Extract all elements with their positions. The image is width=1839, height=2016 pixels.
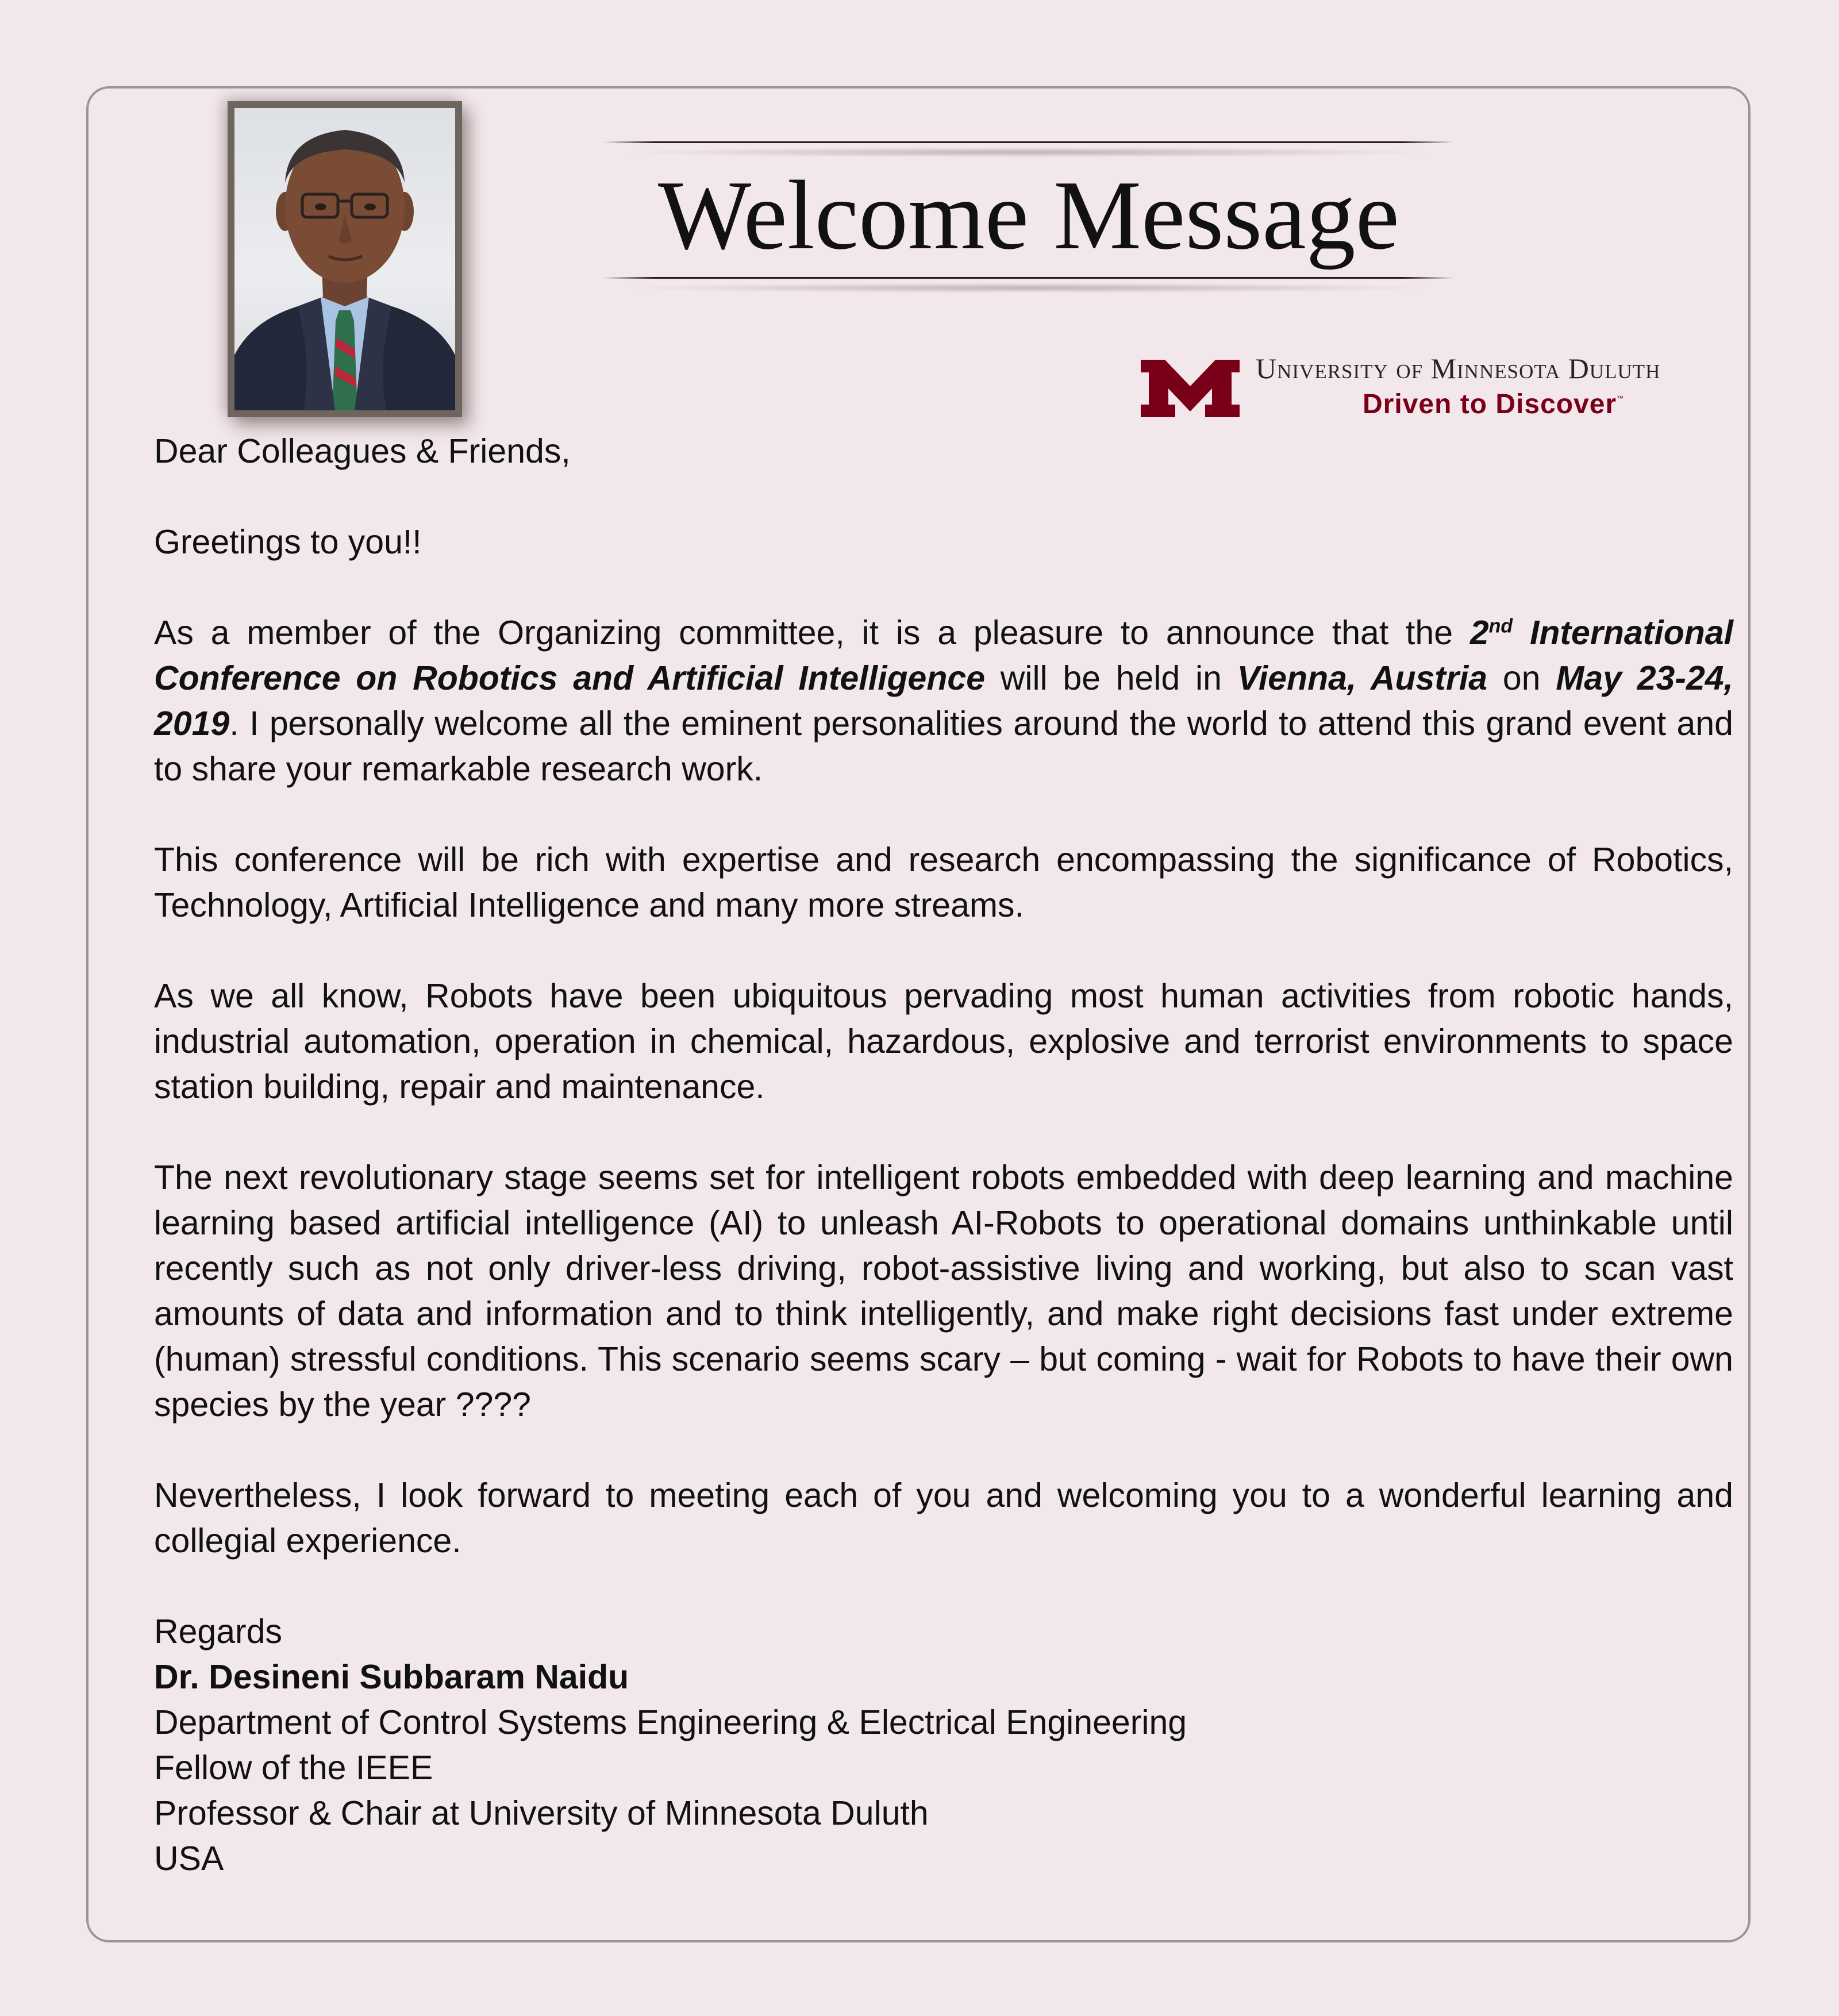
- salutation: Dear Colleagues & Friends,: [154, 432, 571, 470]
- signature-block: [154, 1609, 1733, 1882]
- conference-date: May 23-24, 2019: [154, 659, 1733, 742]
- signer-country: USA: [154, 1840, 224, 1878]
- letter-body: [154, 429, 1733, 1882]
- paragraph-3: As we all know, Robots have been ubiquitous pervading most human activities from robotic hands, industrial automation, operation in chemical, hazardous, explosive and terrorist environments to space station building, repair and maintenance.: [154, 977, 1733, 1106]
- paragraph-4: The next revolutionary stage seems set for intelligent robots embedded with deep learning and machine learning based artificial intelligence (AI) to unleash AI-Robots to operational domains unthinkable until recently such as not only driver-less driving, robot-assistive living and working, but also to scan vast amounts of data and information and to think intelligently, and make right decisions fast under extreme (human) stressful conditions. This scenario seems scary – but coming - wait for Robots to have their own species by the year ????: [154, 1159, 1733, 1423]
- university-logo: [1141, 345, 1738, 425]
- title-bottom-rule: [603, 277, 1454, 279]
- paragraph-2: This conference will be rich with expertise and research encompassing the significance of Robotics, Technology, Artificial Intelligence and many more streams.: [154, 841, 1733, 924]
- signer-name: Dr. Desineni Subbaram Naidu: [154, 1658, 629, 1696]
- conf-title: International Conference on Robotics and Artificial Intelligence: [154, 614, 1733, 697]
- conf-number: 2: [1469, 614, 1489, 652]
- signer-position: Professor & Chair at University of Minnesota Duluth: [154, 1794, 929, 1832]
- tagline-text: Driven to Discover: [1363, 389, 1617, 420]
- signer-fellowship: Fellow of the IEEE: [154, 1749, 433, 1787]
- p1-text-d: . I personally welcome all the eminent personalities around the world to attend this grand event and to share your remarkable research work.: [154, 705, 1733, 788]
- title-block: [603, 138, 1454, 310]
- p1-text-c: on: [1487, 659, 1556, 697]
- paragraph-1: [154, 610, 1733, 792]
- p1-text-a: As a member of the Organizing committee, it is a pleasure to announce that the: [154, 614, 1470, 652]
- trademark-mark: ™: [1617, 394, 1625, 402]
- portrait-photo: [234, 108, 455, 410]
- signer-department: Department of Control Systems Engineering & Electrical Engineering: [154, 1703, 1187, 1741]
- title-bottom-shadow: [621, 283, 1437, 293]
- closing: Regards: [154, 1613, 283, 1650]
- portrait-frame: [228, 101, 462, 417]
- conf-ordinal: nd: [1488, 615, 1513, 637]
- title-top-rule: [603, 141, 1454, 143]
- paragraph-5: Nevertheless, I look forward to meeting each of you and welcoming you to a wonderful learning and collegial experience.: [154, 1476, 1733, 1560]
- university-tagline: [1363, 388, 1624, 420]
- p1-text-b: will be held in: [985, 659, 1237, 697]
- university-name: University of Minnesota Duluth: [1256, 352, 1661, 384]
- greeting: Greetings to you!!: [154, 523, 422, 561]
- block-m-icon: [1141, 360, 1240, 417]
- title-top-shadow: [621, 147, 1437, 157]
- page-title: Welcome Message: [658, 161, 1399, 270]
- conference-place: Vienna, Austria: [1237, 659, 1488, 697]
